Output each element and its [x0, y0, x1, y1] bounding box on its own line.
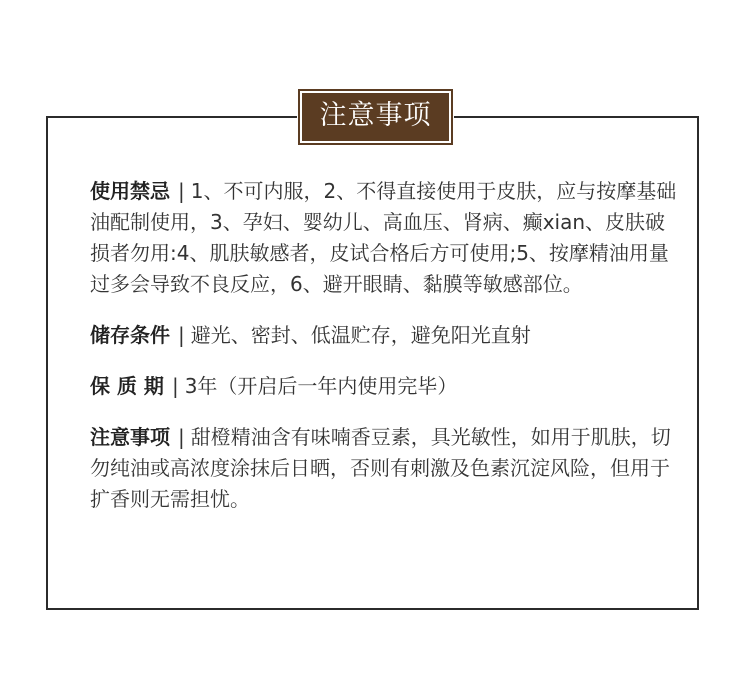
item-text: 3年（开启后一年内使用完毕）: [184, 374, 458, 398]
title-badge: [297, 91, 454, 143]
item-separator: |: [178, 179, 185, 203]
item-separator: |: [171, 374, 179, 398]
item-usage-taboo: [90, 176, 680, 300]
item-shelf-life: [90, 371, 680, 402]
item-text: 1、不可内服，2、不得直接使用于皮肤，应与按摩基础油配制使用，3、孕妇、婴幼儿、高血压、肾病、癫xian、皮肤破损者勿用:4、肌肤敏感者，皮试合格后方可使用;5、按摩精油用量过多会导致不良反应，6、避开眼睛、黏膜等敏感部位。: [90, 179, 677, 296]
item-precautions: [90, 422, 680, 515]
item-label: 保 质 期: [90, 374, 164, 398]
page-title: 注意事项: [300, 91, 451, 143]
item-label: 注意事项: [90, 425, 170, 449]
item-separator: |: [178, 425, 185, 449]
item-label: 使用禁忌: [90, 179, 170, 203]
item-storage: [90, 320, 680, 351]
item-separator: |: [178, 323, 185, 347]
item-label: 储存条件: [90, 323, 170, 347]
item-text: 甜橙精油含有味喃香豆素，具光敏性，如用于肌肤，切勿纯油或高浓度涂抹后日晒，否则有刺激及色素沉淀风险，但用于扩香则无需担忧。: [90, 425, 671, 511]
notice-content: [90, 176, 680, 531]
item-text: 避光、密封、低温贮存，避免阳光直射: [190, 323, 531, 347]
